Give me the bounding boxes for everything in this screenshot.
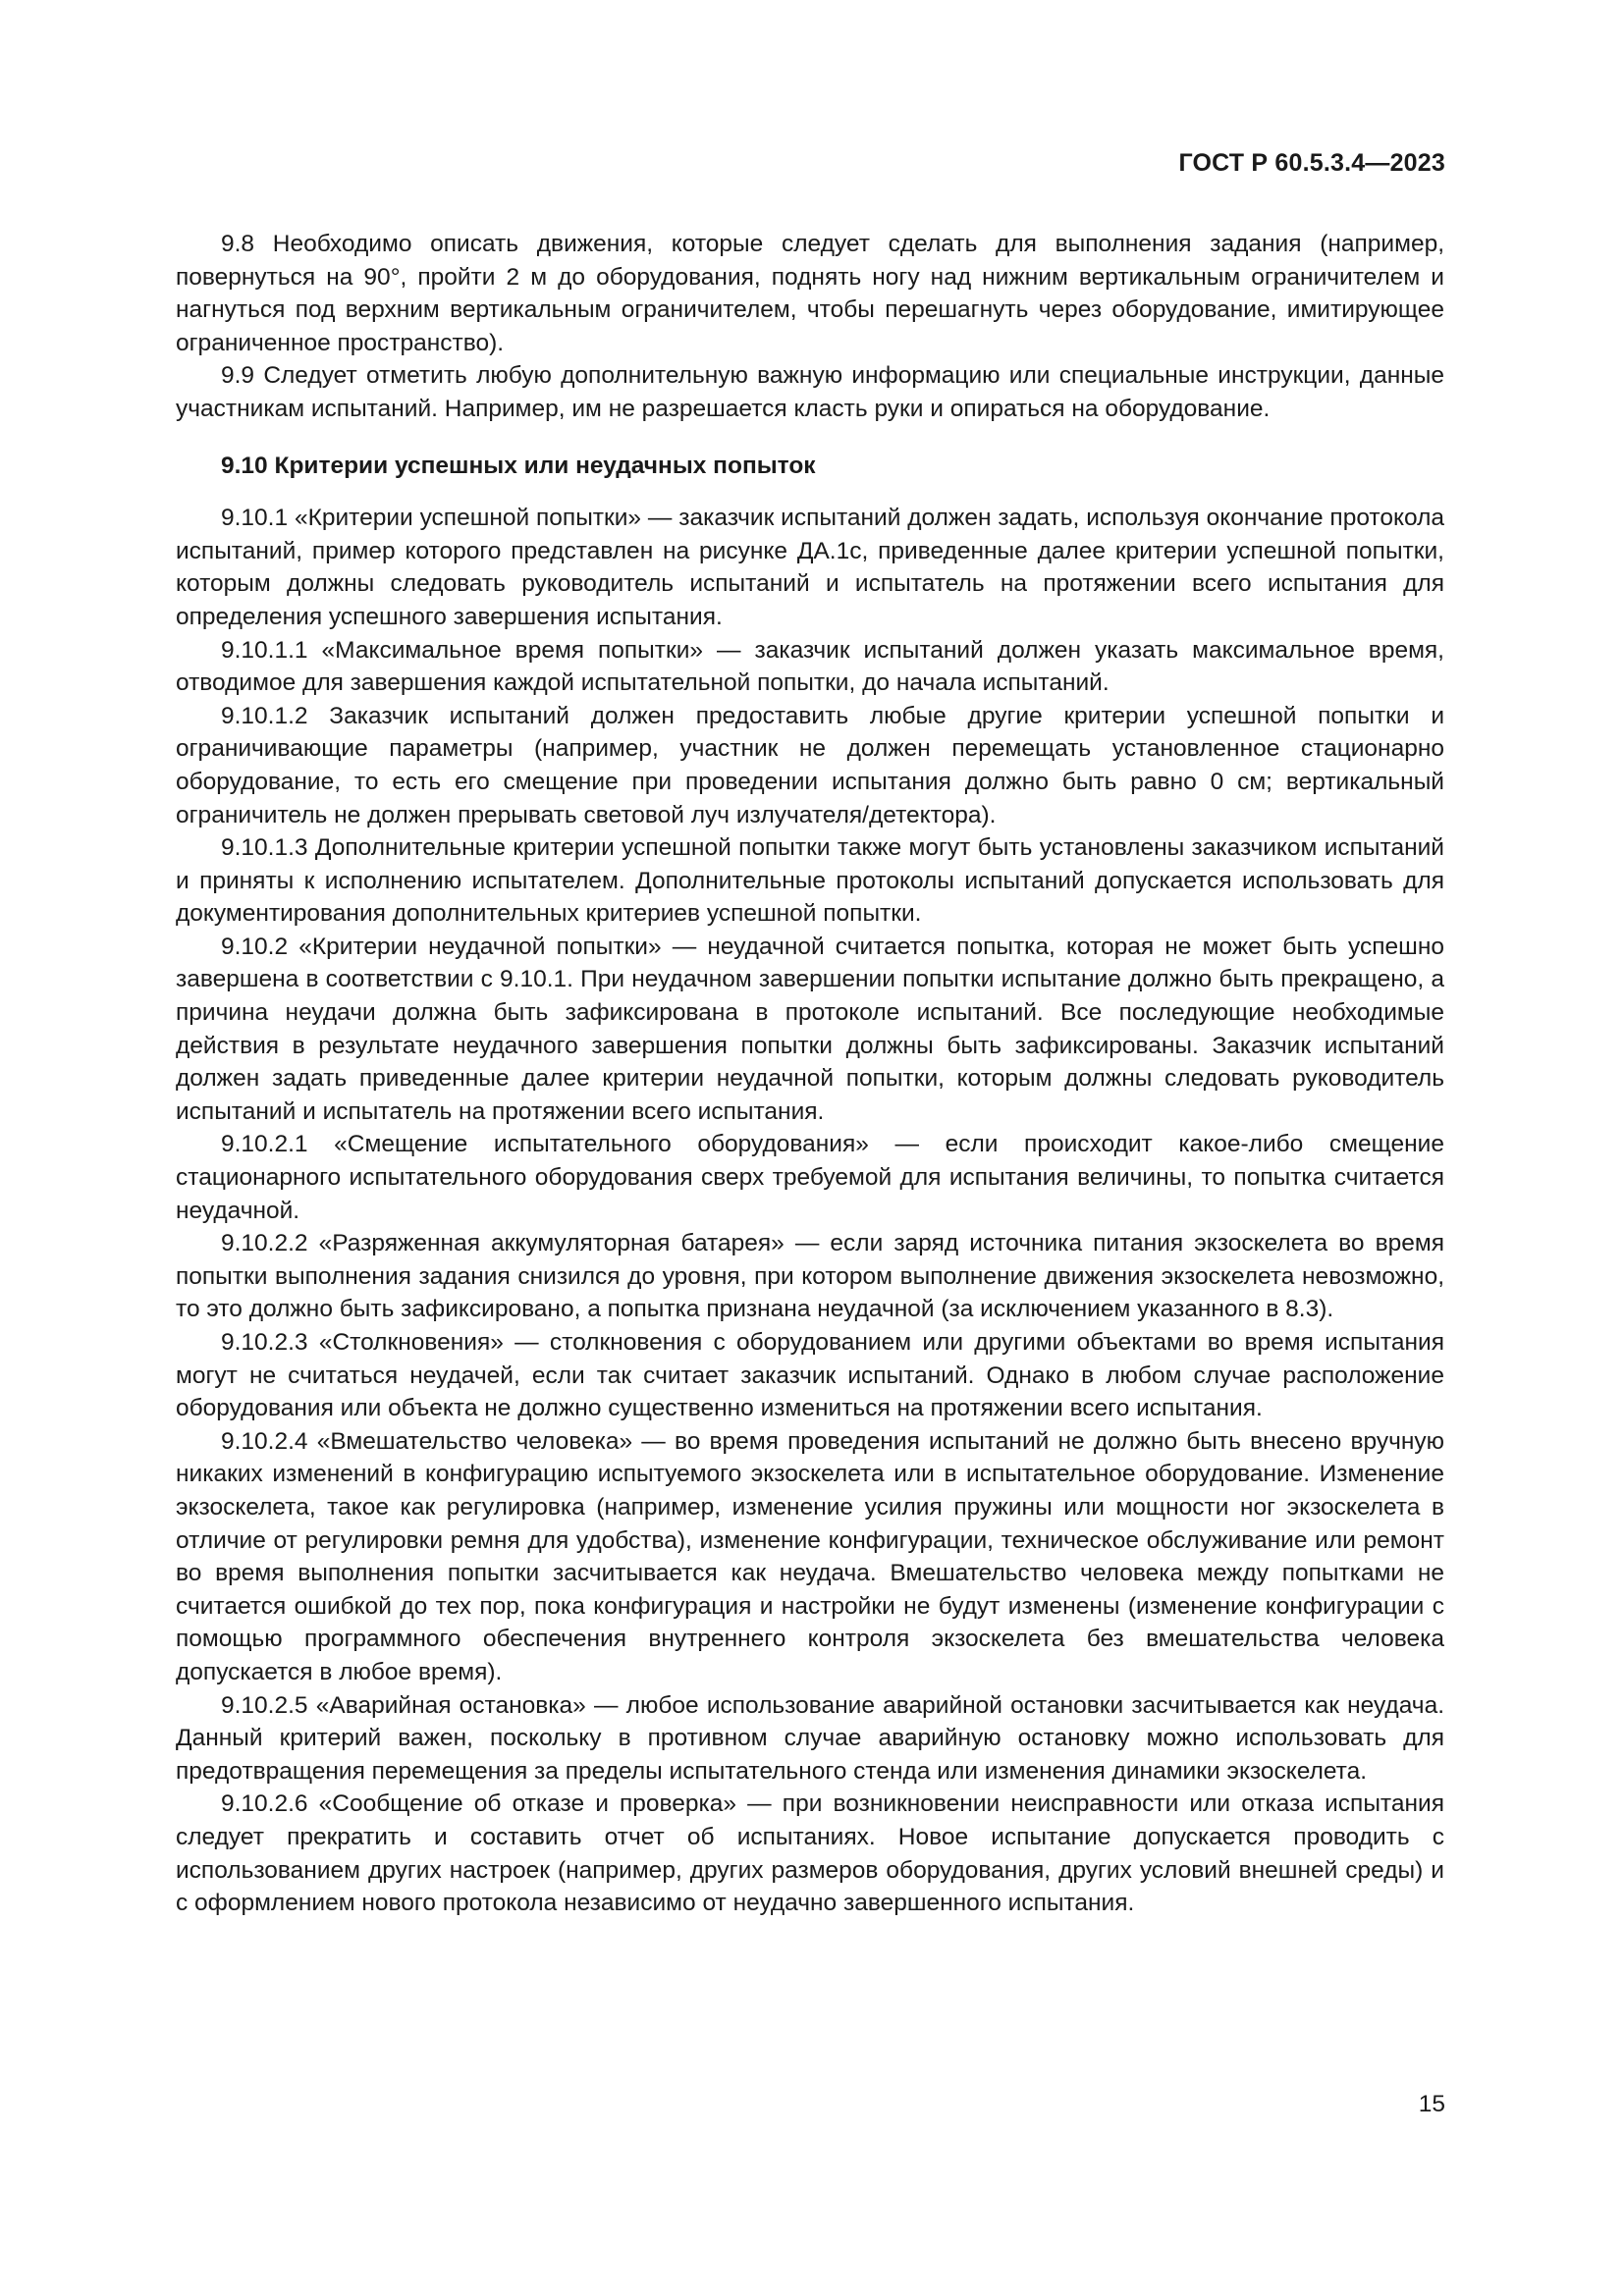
- paragraph-9-10-1-2: 9.10.1.2 Заказчик испытаний должен предоставить любые другие критерии успешной попытки и ограничивающие параметры (например, участник не должен перемещать установленное стационарно оборудование, то есть его смещение при проведении испытания должно быть равно 0 см; вертикальный ограничитель не должен прерывать световой луч излучателя/детектора).: [176, 702, 1444, 828]
- paragraph-9-10-1-1: 9.10.1.1 «Максимальное время попытки» — заказчик испытаний должен указать максимальное время, отводимое для завершения каждой испытательной попытки, до начала испытаний.: [176, 636, 1444, 697]
- paragraph-9-10-2: 9.10.2 «Критерии неудачной попытки» — неудачной считается попытка, которая не может быть успешно завершена в соответствии с 9.10.1. При неудачном завершении попытки испытание должно быть прекращено, а причина неудачи должна быть зафиксирована в протоколе испытаний. Все последующие необходимые действия в результате неудачного завершения попытки должны быть зафиксированы. Заказчик испытаний должен задать приведенные далее критерии неудачной попытки, которым должны следовать руководитель испытаний и испытатель на протяжении всего испытания.: [176, 933, 1444, 1125]
- paragraph-9-8: 9.8 Необходимо описать движения, которые следует сделать для выполнения задания (например, повернуться на 90°, пройти 2 м до оборудования, поднять ногу над нижним вертикальным ограничителем и нагнуться под верхним вертикальным ограничителем, чтобы перешагнуть через оборудование, имитирующее ограниченное пространство).: [176, 231, 1444, 356]
- paragraph-9-10-2-5: 9.10.2.5 «Аварийная остановка» — любое использование аварийной остановки засчитывается как неудача. Данный критерий важен, поскольку в противном случае аварийную остановку можно использовать для предотвращения перемещения за пределы испытательного стенда или изменения динамики экзоскелета.: [176, 1691, 1444, 1785]
- section-heading-9-10: 9.10 Критерии успешных или неудачных попыток: [221, 452, 816, 479]
- paragraph-9-10-1-3: 9.10.1.3 Дополнительные критерии успешной попытки также могут быть установлены заказчиком испытаний и приняты к исполнению испытателем. Дополнительные протоколы испытаний допускается использовать для документирования дополнительных критериев успешной попытки.: [176, 834, 1444, 928]
- paragraph-9-10-2-2: 9.10.2.2 «Разряженная аккумуляторная батарея» — если заряд источника питания экзоскелета во время попытки выполнения задания снизился до уровня, при котором выполнение движения экзоскелета невозможно, то это должно быть зафиксировано, а попытка признана неудачной (за исключением указанного в 8.3).: [176, 1230, 1444, 1323]
- page-number: 15: [1418, 2091, 1445, 2117]
- paragraph-9-10-2-6: 9.10.2.6 «Сообщение об отказе и проверка» — при возникновении неисправности или отказа испытания следует прекратить и составить отчет об испытаниях. Новое испытание допускается проводить с использованием других настроек (например, других размеров оборудования, других условий внешней среды) и с оформлением нового протокола независимо от неудачно завершенного испытания.: [176, 1790, 1444, 1917]
- paragraph-9-10-2-3: 9.10.2.3 «Столкновения» — столкновения с оборудованием или другими объектами во время испытания могут не считаться неудачей, если так считает заказчик испытаний. Однако в любом случае расположение оборудования или объекта не должно существенно измениться на протяжении всего испытания.: [176, 1329, 1444, 1422]
- paragraph-9-10-2-1: 9.10.2.1 «Смещение испытательного оборудования» — если происходит какое-либо смещение стационарного испытательного оборудования сверх требуемой для испытания величины, то попытка считается неудачной.: [176, 1131, 1444, 1224]
- paragraph-9-10-1: 9.10.1 «Критерии успешной попытки» — заказчик испытаний должен задать, используя окончание протокола испытаний, пример которого представлен на рисунке ДА.1с, приведенные далее критерии успешной попытки, которым должны следовать руководитель испытаний и испытатель на протяжении всего испытания для определения успешного завершения испытания.: [176, 505, 1444, 630]
- paragraph-9-9: 9.9 Следует отметить любую дополнительную важную информацию или специальные инструкции, данные участникам испытаний. Например, им не разрешается класть руки и опираться на оборудование.: [176, 362, 1444, 422]
- document-code-header: ГОСТ Р 60.5.3.4—2023: [1178, 149, 1445, 177]
- document-body: [176, 228, 1444, 1920]
- paragraph-9-10-2-4: 9.10.2.4 «Вмешательство человека» — во время проведения испытаний не должно быть внесено вручную никаких изменений в конфигурацию испытуемого экзоскелета или в испытательное оборудование. Изменение экзоскелета, такое как регулировка (например, изменение усилия пружины или мощности ног экзоскелета в отличие от регулировки ремня для удобства), изменение конфигурации, техническое обслуживание или ремонт во время выполнения попытки засчитывается как неудача. Вмешательство человека между попытками не считается ошибкой до тех пор, пока конфигурация и настройки не будут изменены (изменение конфигурации с помощью программного обеспечения внутреннего контроля экзоскелета без вмешательства человека допускается в любое время).: [176, 1427, 1444, 1685]
